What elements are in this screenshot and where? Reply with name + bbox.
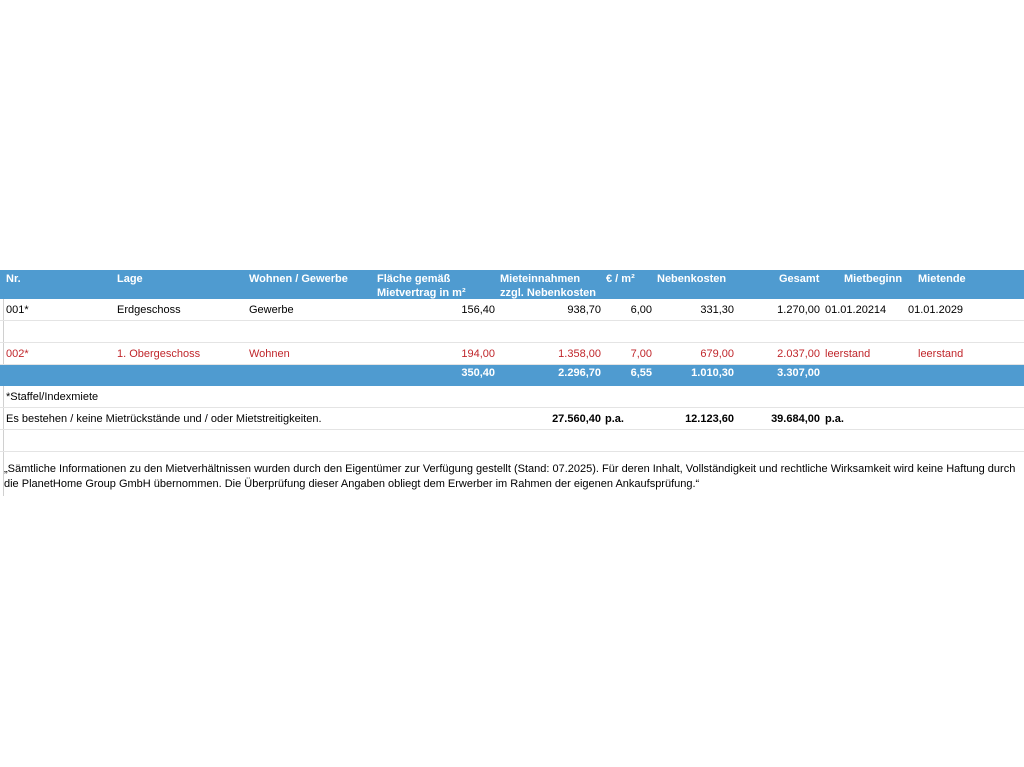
cell-miete: 938,70: [567, 304, 601, 316]
table-row: [0, 343, 1024, 365]
summary-pa-label: p.a.: [605, 413, 624, 425]
cell-lage: Erdgeschoss: [117, 304, 181, 316]
header-nebenkosten: Nebenkosten: [657, 273, 727, 285]
cell-mietende: 01.01.2029: [908, 304, 964, 316]
summary-gesamt-pa: 39.684,00: [771, 413, 820, 425]
total-gesamt: 3.307,00: [777, 367, 820, 379]
cell-nebenkosten: 331,30: [700, 304, 734, 316]
cell-lage: 1. Obergeschoss: [117, 348, 201, 360]
table-header-row: [0, 270, 1024, 299]
table-row-empty: [0, 321, 1024, 343]
header-gesamt: Gesamt: [779, 273, 820, 285]
header-mieteinnahmen-line1: Mieteinnahmen: [500, 273, 581, 285]
total-eur-m2: 6,55: [630, 367, 652, 379]
table-row: [0, 299, 1024, 321]
header-mietende: Mietende: [918, 273, 966, 285]
cell-art: Gewerbe: [249, 304, 294, 316]
cell-nr: 002*: [6, 348, 29, 360]
header-flaeche-line1: Fläche gemäß: [377, 273, 451, 285]
total-flaeche: 350,40: [461, 367, 495, 379]
total-miete: 2.296,70: [558, 367, 601, 379]
summary-nebenkosten-pa: 12.123,60: [685, 413, 734, 425]
table-totals-row: [0, 365, 1024, 386]
summary-text: Es bestehen / keine Mietrückstände und / oder Mietstreitigkeiten.: [6, 413, 322, 425]
summary-row: [0, 408, 1024, 430]
header-nr: Nr.: [6, 273, 21, 285]
cell-mietbeginn: 01.01.20214: [825, 304, 887, 316]
summary-miete-pa: 27.560,40: [552, 413, 601, 425]
cell-gesamt: 1.270,00: [777, 304, 820, 316]
cell-art: Wohnen: [249, 348, 290, 360]
footnote-text: *Staffel/Indexmiete: [6, 391, 99, 403]
footnote-row: [0, 386, 1024, 408]
cell-eur-m2: 7,00: [630, 348, 652, 360]
total-nebenkosten: 1.010,30: [691, 367, 734, 379]
disclaimer-text: „Sämtliche Informationen zu den Mietverhältnissen wurden durch den Eigentümer zur Verfügung gestellt (Stand: 07.2025). Für deren Inhalt, Vollständigkeit und rechtliche Wirksamkeit wird keine Haftung durch die PlanetHome Group GmbH übernommen. Die Überprüfung dieser Angaben obliegt dem Erwerber im Rahmen der eigenen Ankaufsprüfung.“: [4, 463, 1016, 490]
cell-mietende: leerstand: [918, 348, 964, 360]
cell-gesamt: 2.037,00: [777, 348, 820, 360]
cell-nebenkosten: 679,00: [700, 348, 734, 360]
table-row-empty: [0, 430, 1024, 452]
cell-miete: 1.358,00: [558, 348, 601, 360]
summary-pa-label-2: p.a.: [825, 413, 844, 425]
cell-nr: 001*: [6, 304, 29, 316]
header-lage: Lage: [117, 273, 143, 285]
header-mieteinnahmen-line2: zzgl. Nebenkosten: [500, 287, 596, 299]
header-wohnen-gewerbe: Wohnen / Gewerbe: [249, 273, 348, 285]
header-mietbeginn: Mietbeginn: [844, 273, 903, 285]
header-flaeche-line2: Mietvertrag in m²: [377, 287, 466, 299]
header-eur-m2: € / m²: [606, 273, 635, 285]
rent-roll-table: [0, 270, 1024, 490]
cell-mietbeginn: leerstand: [825, 348, 871, 360]
cell-eur-m2: 6,00: [630, 304, 652, 316]
cell-flaeche: 156,40: [461, 304, 495, 316]
cell-flaeche: 194,00: [461, 348, 495, 360]
